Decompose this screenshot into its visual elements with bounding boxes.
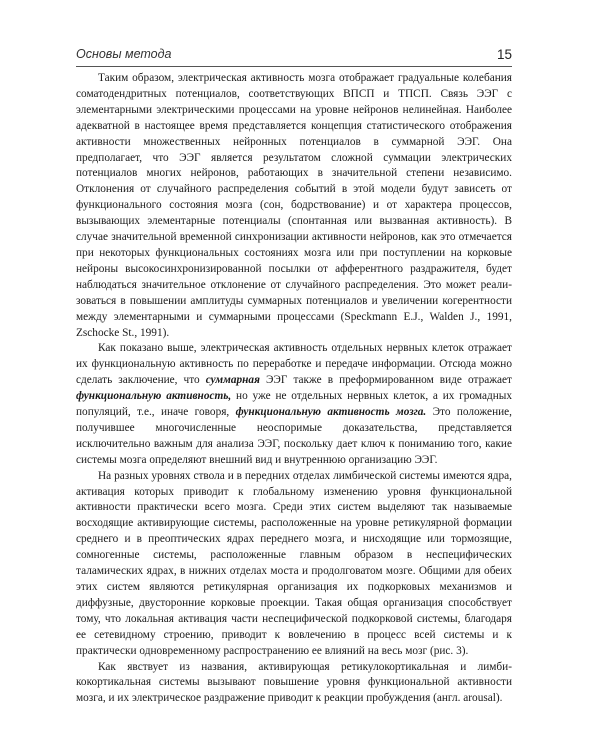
- paragraph-1: [76, 71, 512, 341]
- paragraph-3: [76, 469, 512, 660]
- body-text: [76, 71, 512, 707]
- paragraph-4: [76, 660, 512, 708]
- emphasis-functional-activity: функциональную активность,: [76, 390, 232, 403]
- header-divider: [76, 66, 512, 67]
- page-number: 15: [496, 47, 512, 62]
- paragraph-text: На разных уровнях ствола и в передних отделах лимбической системы имеются ядра, активация которых приводит к глобальному изменению уровня функциональной активности практически всего мозга. Среди этих систем выделяют так называемые восходящие активирующие системы, расположенные на уровне ретикулярной формации среднего и в преоптических ядрах переднего мозга, и нисходящие или тормозящие, сомногенные системы, расположенные главным образом в неспецифических таламических ядрах, в нижних отделах моста и продолговатом мозге. Общими для обеих этих систем являются ретикулярная организация их подкорковых механизмов и диффузные, двусторонние корковые проекции. Такая общая организация способствует тому, что локальная активация части неспецифической подкорковой системы, благодаря ее сетевидному строению, приводит к вовлечению в процесс всей системы и к практически одновременному распространению ее влияний на весь мозг (рис. 3).: [76, 469, 512, 657]
- paragraph-text: Как явствует из названия, активирующая ретикулокортикальная и лимбикокортикальная системы вызывают повышение уровня функциональной активности мозга, и их электрическое раздражение приводит к реакции пробуждения (англ. arousal).: [76, 660, 512, 705]
- running-title: Основы метода: [76, 47, 172, 61]
- paragraph-text: но уже не отдельных нервных клеток, а их громадных популяций, т.е., иначе говоря,: [76, 390, 512, 419]
- paragraph-text: Как показано выше, электрическая активность отдельных нервных клеток отражает их функциональную активность по переработке и передаче информации. Отсюда можно сделать заключение, что: [76, 342, 512, 387]
- paragraph-text: Это положение, получившее многочисленные неоспоримые доказательства, представляется исключительно важным для анализа ЭЭГ, поскольку дает ключ к пониманию того, какие системы мозга определяют внешний вид и внутреннюю организацию ЭЭГ.: [76, 406, 512, 466]
- emphasis-summary: суммарная: [205, 374, 260, 387]
- page-header: [76, 47, 512, 67]
- paragraph-text: ЭЭГ также в преформированном виде отражает: [259, 374, 512, 387]
- emphasis-brain-activity: функциональную активность мозга.: [235, 406, 427, 419]
- paragraph-2: [76, 341, 512, 468]
- paragraph-text: Таким образом, электрическая активность мозга отображает градуальные колебания соматодендритных потенциалов, соответствующих ВПСП и ТПСП. Связь ЭЭГ с элементарными электрическими процессами на уровне нейронов нелинейная. Наиболее адекватной в настоящее время представляется концепция статистического отображения активности множественных нейронных потенциалов в суммарной ЭЭГ. Она предполагает, что ЭЭГ является результатом сложной суммации электрических потенциалов многих нейронов, работающих в значительной степени независимо. Отклонения от случайного распределения событий в этой модели будут зависеть от функционального состояния мозга (сон, бодрствование) и от характера процессов, вызывающих элементарные потенциалы (спонтанная или вызванная активность). В случае значительной временной синхронизации активности нейронов, как это отмечается при некоторых функциональных состояниях мозга или при поступлении на корковые нейроны высокосинхронизированной посылки от афферентного раздражителя, будет наблюдаться значительное отклонение от случайного распределения. Это может реализоваться в повышении амплитуды суммарных потенциалов и увеличении когерентности между элементарными и суммарными процессами (Speckmann E.J., Walden J., 1991, Zschocke St., 1991).: [76, 72, 512, 339]
